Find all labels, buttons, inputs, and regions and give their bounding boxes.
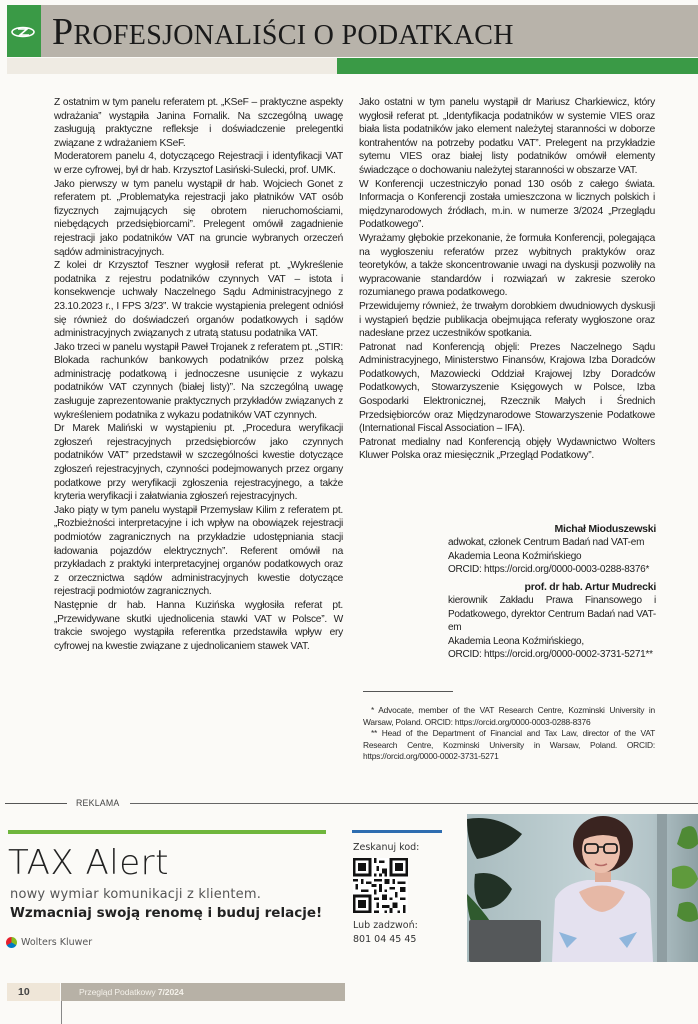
qr-code-icon[interactable] [353, 858, 408, 913]
footnote: ** Head of the Department of Financial and Tax Law, director of the VAT Research Centre, Kozminski University in Warsaw, Poland. ORCID: https://orcid.org/0000-0002-3731-5271 [363, 728, 655, 762]
article-column-right [359, 96, 655, 463]
issue-number: 7/2024 [157, 987, 184, 997]
wolters-kluwer-logo-icon [6, 937, 17, 948]
footnotes [363, 705, 655, 763]
publication-info [79, 987, 184, 997]
brand-logo [6, 937, 92, 948]
paragraph: Patronat nad Konferencją objęli: Prezes Naczelnego Sądu Administracyjnego, Ministerstwo Finansów, Krajowa Izba Doradców Podatkowych, Mazowiecki Oddział Krajowej Izby Doradców Podatkowych, Stowarzyszenie Księgowych w Polsce, Izba Gospodarki Elektronicznej, Rzecznik Małych i Średnich Przedsiębiorców oraz Międzynarodowe Stowarzyszenie Podatkowe (International Fiscal Association – IFA). [359, 341, 655, 435]
paragraph: Dr Marek Maliński w wystąpieniu pt. „Procedura weryfikacji zgłoszeń rejestracyjnych przedsiębiorców jako czynnych podatników VAT” przedstawił w szczególności kwestie dotyczące zgłoszeń rejestracyjnych, czynności podejmowanych przez organy podatkowe przy weryfikacji zgłoszenia rejestracyjnego, a także kryteria weryfikacji i załatwiania zgłoszeń rejestracyjnych. [54, 423, 343, 503]
footer-divider [61, 1001, 62, 1024]
call-label: Lub zadzwoń: [353, 920, 418, 931]
header-green-strip [337, 58, 698, 74]
paragraph: Moderatorem panelu 4, dotyczącego Rejestracji i identyfikacji VAT w erze cyfrowej, był dr hab. Krzysztof Lasiński-Sulecki, prof. UMK. [54, 151, 343, 176]
paragraph: Wyrażamy głębokie przekonanie, że formuła Konferencji, polegająca na wygłoszeniu referatów przez wybitnych praktyków oraz teoretyków, a także skoncentrowanie uwagi na dyskusji pozwoliły na wypracowanie standardów i rozwiązań w zakresie szeroko rozumianego prawa podatkowego. [359, 232, 655, 299]
paragraph: W Konferencji uczestniczyło ponad 130 osób z całego świata. Informacja o Konferencji została umieszczona w licznych polskich i międzynarodowych źródłach, m.in. w numerze 3/2024 „Przeglądu Podatkowego”. [359, 178, 655, 231]
paragraph: Z ostatnim w tym panelu referatem pt. „KSeF – praktyczne aspekty wdrażania” wystąpiła Janina Fornalik. Na szczególną uwagę zasługują praktyczne refleksje i doświadczenie prelegentki związane z wdrażaniem KSeF. [54, 97, 343, 149]
advert-subtitle: nowy wymiar komunikacji z klientem. [10, 887, 262, 902]
advert-tagline: Wzmacniaj swoją renomę i buduj relacje! [10, 905, 323, 921]
author-orcid[interactable]: ORCID: https://orcid.org/0000-0002-3731-5271** [448, 649, 653, 661]
publisher-logo-icon [9, 25, 37, 39]
header-cream-strip [7, 58, 337, 74]
advert-accent-bar [8, 830, 326, 834]
section-title: PROFESJONALIŚCI O PODATKACH [52, 11, 514, 53]
author-signature [448, 581, 656, 661]
footnote-divider [363, 691, 453, 692]
article-column-left [54, 96, 343, 653]
advert-divider [130, 803, 698, 804]
page-number-box [7, 983, 60, 1001]
phone-number[interactable]: 801 04 45 45 [353, 934, 417, 945]
author-affiliation: adwokat, członek Centrum Badań nad VAT-em [448, 537, 645, 549]
author-affiliation: kierownik Zakładu Prawa Finansowego i Podatkowego, dyrektor Centrum Badań nad VAT-em [448, 595, 656, 634]
paragraph: Następnie dr hab. Hanna Kuzińska wygłosiła referat pt. „Przewidywane skutki ujednolicenia stawki VAT w Polsce”. W trakcie swojego wystąpiła referentka przedstawiła wpływ ery cyfrowej na kwestie związane z ujednolicaniem stawek VAT. [54, 599, 343, 652]
author-name: prof. dr hab. Artur Mudrecki [524, 581, 656, 593]
author-name: Michał Mioduszewski [554, 523, 656, 535]
woman-with-glasses-photo [467, 814, 698, 962]
author-affiliation: Akademia Leona Koźmińskiego [448, 550, 582, 562]
publication-name: Przegląd Podatkowy [79, 987, 156, 997]
footnote: * Advocate, member of the VAT Research Centre, Kozminski University in Warsaw, Poland. ORCID: https://orcid.org/0000-0003-0288-8376 [363, 705, 655, 727]
author-signature [448, 523, 656, 577]
author-orcid[interactable]: ORCID: https://orcid.org/0000-0003-0288-8376* [448, 564, 650, 576]
advert-blue-bar [352, 830, 442, 833]
paragraph: Z kolei dr Krzysztof Teszner wygłosił referat pt. „Wykreślenie podatnika z rejestru podatników czynnych VAT – istota i konsekwencje uchwały Naczelnego Sądu Administracyjnego z 23.10.2023 r., I FPS 3/23”. W trakcie wystąpienia prelegent odniósł się również do doświadczeń organów podatkowych i sądów administracyjnych związanych z utratą statusu podatnika VAT. [54, 260, 343, 340]
paragraph: Patronat medialny nad Konferencją objęły Wydawnictwo Wolters Kluwer Polska oraz miesięcznik „Przegląd Podatkowy”. [359, 436, 655, 462]
paragraph: Przewidujemy również, że trwałym dorobkiem dwudniowych dyskusji i wystąpień będzie publikacja obejmująca referaty wygłoszone oraz nadesłane przez uczestników spotkania. [359, 300, 655, 340]
qr-label: Zeskanuj kod: [353, 842, 420, 853]
paragraph: Jako piąty w tym panelu wystąpił Przemysław Kilim z referatem pt. „Rozbieżności interpretacyjne i ich wpływ na obowiązek rejestracji podmiotów zagranicznych na przykładzie udostępniania stacji ładowania pojazdów elektrycznych”. Referent omówił na przykładach z praktyki interpretacyjnej organów podatkowych oraz z orzecznictwa sądów administracyjnych kwestie dotyczące rejestracji podmiotów zagranicznych. [54, 504, 343, 598]
page-number: 10 [18, 986, 30, 998]
paragraph: Jako ostatni w tym panelu wystąpił dr Mariusz Charkiewicz, który wygłosił referat pt. „Identyfikacja podatników w systemie VIES oraz biała lista podatników jako element należytej staranności w doborze kontrahentów na potrzeby podatku VAT”. Prelegent na przykładzie sytemu VIES oraz białej listy podatników omówił elementy świadczące o dochowaniu należytej staranności w obszarze VAT. [359, 97, 655, 176]
advert-title: TAX Alert [8, 843, 169, 883]
brand-name: Wolters Kluwer [21, 937, 93, 948]
paragraph: Jako trzeci w panelu wystąpił Paweł Trojanek z referatem pt. „STIR: Blokada rachunków bankowych podatników przez polską administrację podatkową i jednoczesne usunięcie z wykazu podatników VAT czynnych (białej listy)”. Na szczególną uwagę zasługuje zaprezentowanie praktycznych przykładów związanych z wykreśleniem podatnika z wykazu podatników VAT czynnych. [54, 341, 343, 421]
paragraph: Jako pierwszy w tym panelu wystąpił dr hab. Wojciech Gonet z referatem pt. „Problematyka rejestracji jako płatników VAT osób fizycznych zajmujących się obrotem nieruchomościami, niebędących przedsiębiorcami”. Prelegent omówił zagadnienie rejestracji jako podatników VAT na gruncie wybranych orzeczeń sądów administracyjnych. [54, 178, 343, 258]
author-affiliation: Akademia Leona Koźmińskiego, [448, 635, 584, 647]
advert-divider [5, 803, 67, 804]
advert-label: REKLAMA [76, 798, 120, 808]
